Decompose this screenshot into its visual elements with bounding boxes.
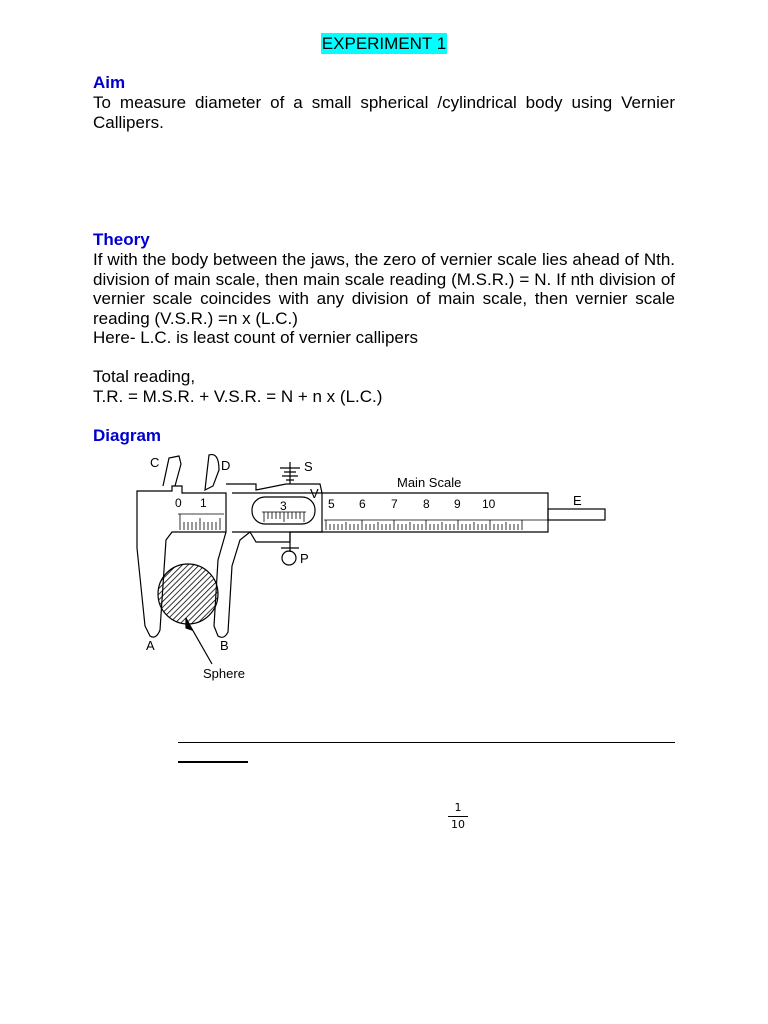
fraction-numerator: 1 [454, 801, 462, 814]
theory-heading: Theory [93, 230, 150, 249]
upper-jaw-d [205, 455, 219, 490]
scale-number-5: 5 [328, 497, 335, 511]
upper-jaw-c [163, 456, 181, 486]
label-s: S [304, 459, 313, 474]
scale-number-8: 8 [423, 497, 430, 511]
label-d: D [221, 458, 231, 473]
vernier-window-ticks [262, 512, 306, 522]
theory-paragraph: If with the body between the jaws, the zero of vernier scale lies ahead of Nth. division of main scale, then main scale reading (M.S.R.) = N. If nth division of vernier scale coincides with any division of main scale, then vernier scale reading (V.S.R.) =n x (L.C.) [93, 250, 675, 328]
fixed-jaw-scale-ticks [178, 514, 224, 530]
label-sphere: Sphere [203, 666, 245, 681]
label-p: P [300, 551, 309, 566]
scale-number-9: 9 [454, 497, 461, 511]
theory-formula: T.R. = M.S.R. + V.S.R. = N + n x (L.C.) [93, 387, 383, 406]
fraction-bar [448, 816, 468, 817]
scale-number-7: 7 [391, 497, 398, 511]
label-e: E [573, 493, 582, 508]
label-a: A [146, 638, 155, 653]
scale-number-10: 10 [482, 497, 496, 511]
experiment-title: EXPERIMENT 1 [321, 34, 447, 53]
aim-heading: Aim [93, 73, 126, 92]
scale-number-1: 1 [200, 496, 207, 510]
scale-number-0: 0 [175, 496, 182, 510]
screw-s [280, 462, 300, 484]
aim-text: To measure diameter of a small spherical /cylindrical body using Vernier Callipers. [93, 93, 675, 132]
screw-p-knob [282, 551, 296, 565]
horizontal-rule [178, 742, 675, 743]
vernier-window-number: 3 [280, 499, 287, 513]
scale-number-6: 6 [359, 497, 366, 511]
short-underline [178, 761, 248, 763]
theory-total-reading-label: Total reading, [93, 367, 196, 386]
theory-least-count-note: Here- L.C. is least count of vernier callipers [93, 328, 419, 347]
sphere [158, 564, 218, 624]
fraction-denominator: 10 [451, 818, 465, 831]
label-main-scale: Main Scale [397, 475, 462, 490]
main-scale-ticks [324, 520, 548, 530]
diagram-heading: Diagram [93, 426, 162, 445]
depth-rod [548, 509, 605, 520]
label-v: V [310, 486, 319, 501]
label-b: B [220, 638, 229, 653]
label-c: C [150, 455, 160, 470]
fraction-one-tenth [448, 802, 468, 831]
